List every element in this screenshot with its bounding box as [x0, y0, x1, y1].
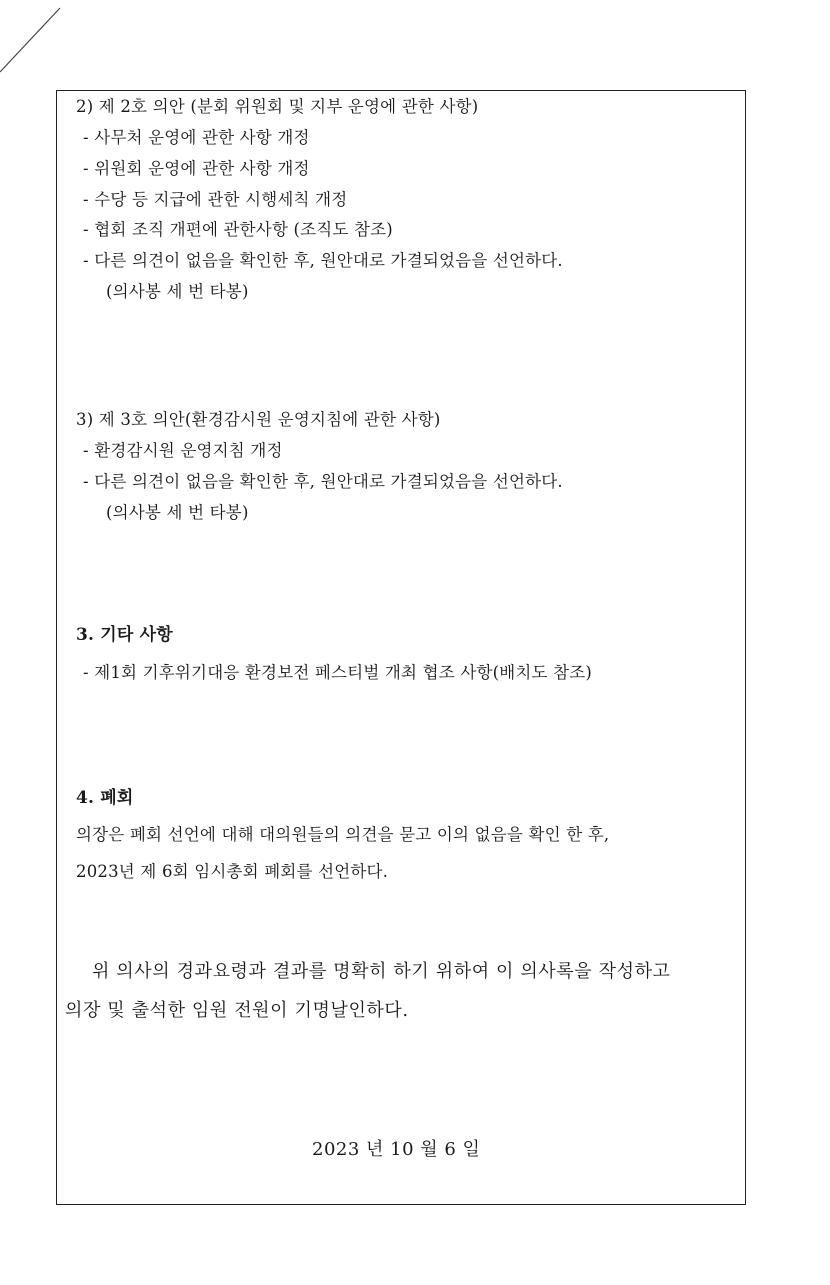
- agenda2-gavel-note: (의사봉 세 번 타봉): [106, 282, 249, 301]
- agenda2-title: 2) 제 2호 의안 (분회 위원회 및 지부 운영에 관한 사항): [76, 97, 479, 116]
- section4-title: 4. 폐회: [76, 788, 134, 808]
- agenda3-item: - 다른 의견이 없음을 확인한 후, 원안대로 가결되었음을 선언하다.: [83, 472, 563, 491]
- agenda2-item: - 사무처 운영에 관한 사항 개정: [83, 128, 310, 147]
- section3-item: - 제1회 기후위기대응 환경보전 페스티벌 개최 협조 사항(배치도 참조): [83, 663, 593, 682]
- section4-text: 의장은 폐회 선언에 대해 대의원들의 의견을 묻고 이의 없음을 확인 한 후,: [76, 825, 610, 844]
- agenda3-title: 3) 제 3호 의안(환경감시원 운영지침에 관한 사항): [76, 410, 441, 429]
- page-corner-fold: [0, 0, 70, 80]
- closing-statement: 위 의사의 경과요령과 결과를 명확히 하기 위하여 이 의사록을 작성하고: [92, 961, 671, 982]
- section3-title: 3. 기타 사항: [76, 625, 173, 645]
- agenda2-item: - 위원회 운영에 관한 사항 개정: [83, 159, 310, 178]
- closing-statement: 의장 및 출석한 임원 전원이 기명날인하다.: [65, 1000, 409, 1021]
- document-date: 2023 년 10 월 6 일: [312, 1139, 481, 1160]
- agenda3-item: - 환경감시원 운영지침 개정: [83, 441, 283, 460]
- section4-text: 2023년 제 6회 임시총회 폐회를 선언하다.: [76, 862, 389, 881]
- agenda2-item: - 협회 조직 개편에 관한사항 (조직도 참조): [83, 220, 393, 239]
- agenda2-item: - 다른 의견이 없음을 확인한 후, 원안대로 가결되었음을 선언하다.: [83, 251, 563, 270]
- agenda3-gavel-note: (의사봉 세 번 타봉): [106, 503, 249, 522]
- agenda2-item: - 수당 등 지급에 관한 시행세칙 개정: [83, 190, 348, 209]
